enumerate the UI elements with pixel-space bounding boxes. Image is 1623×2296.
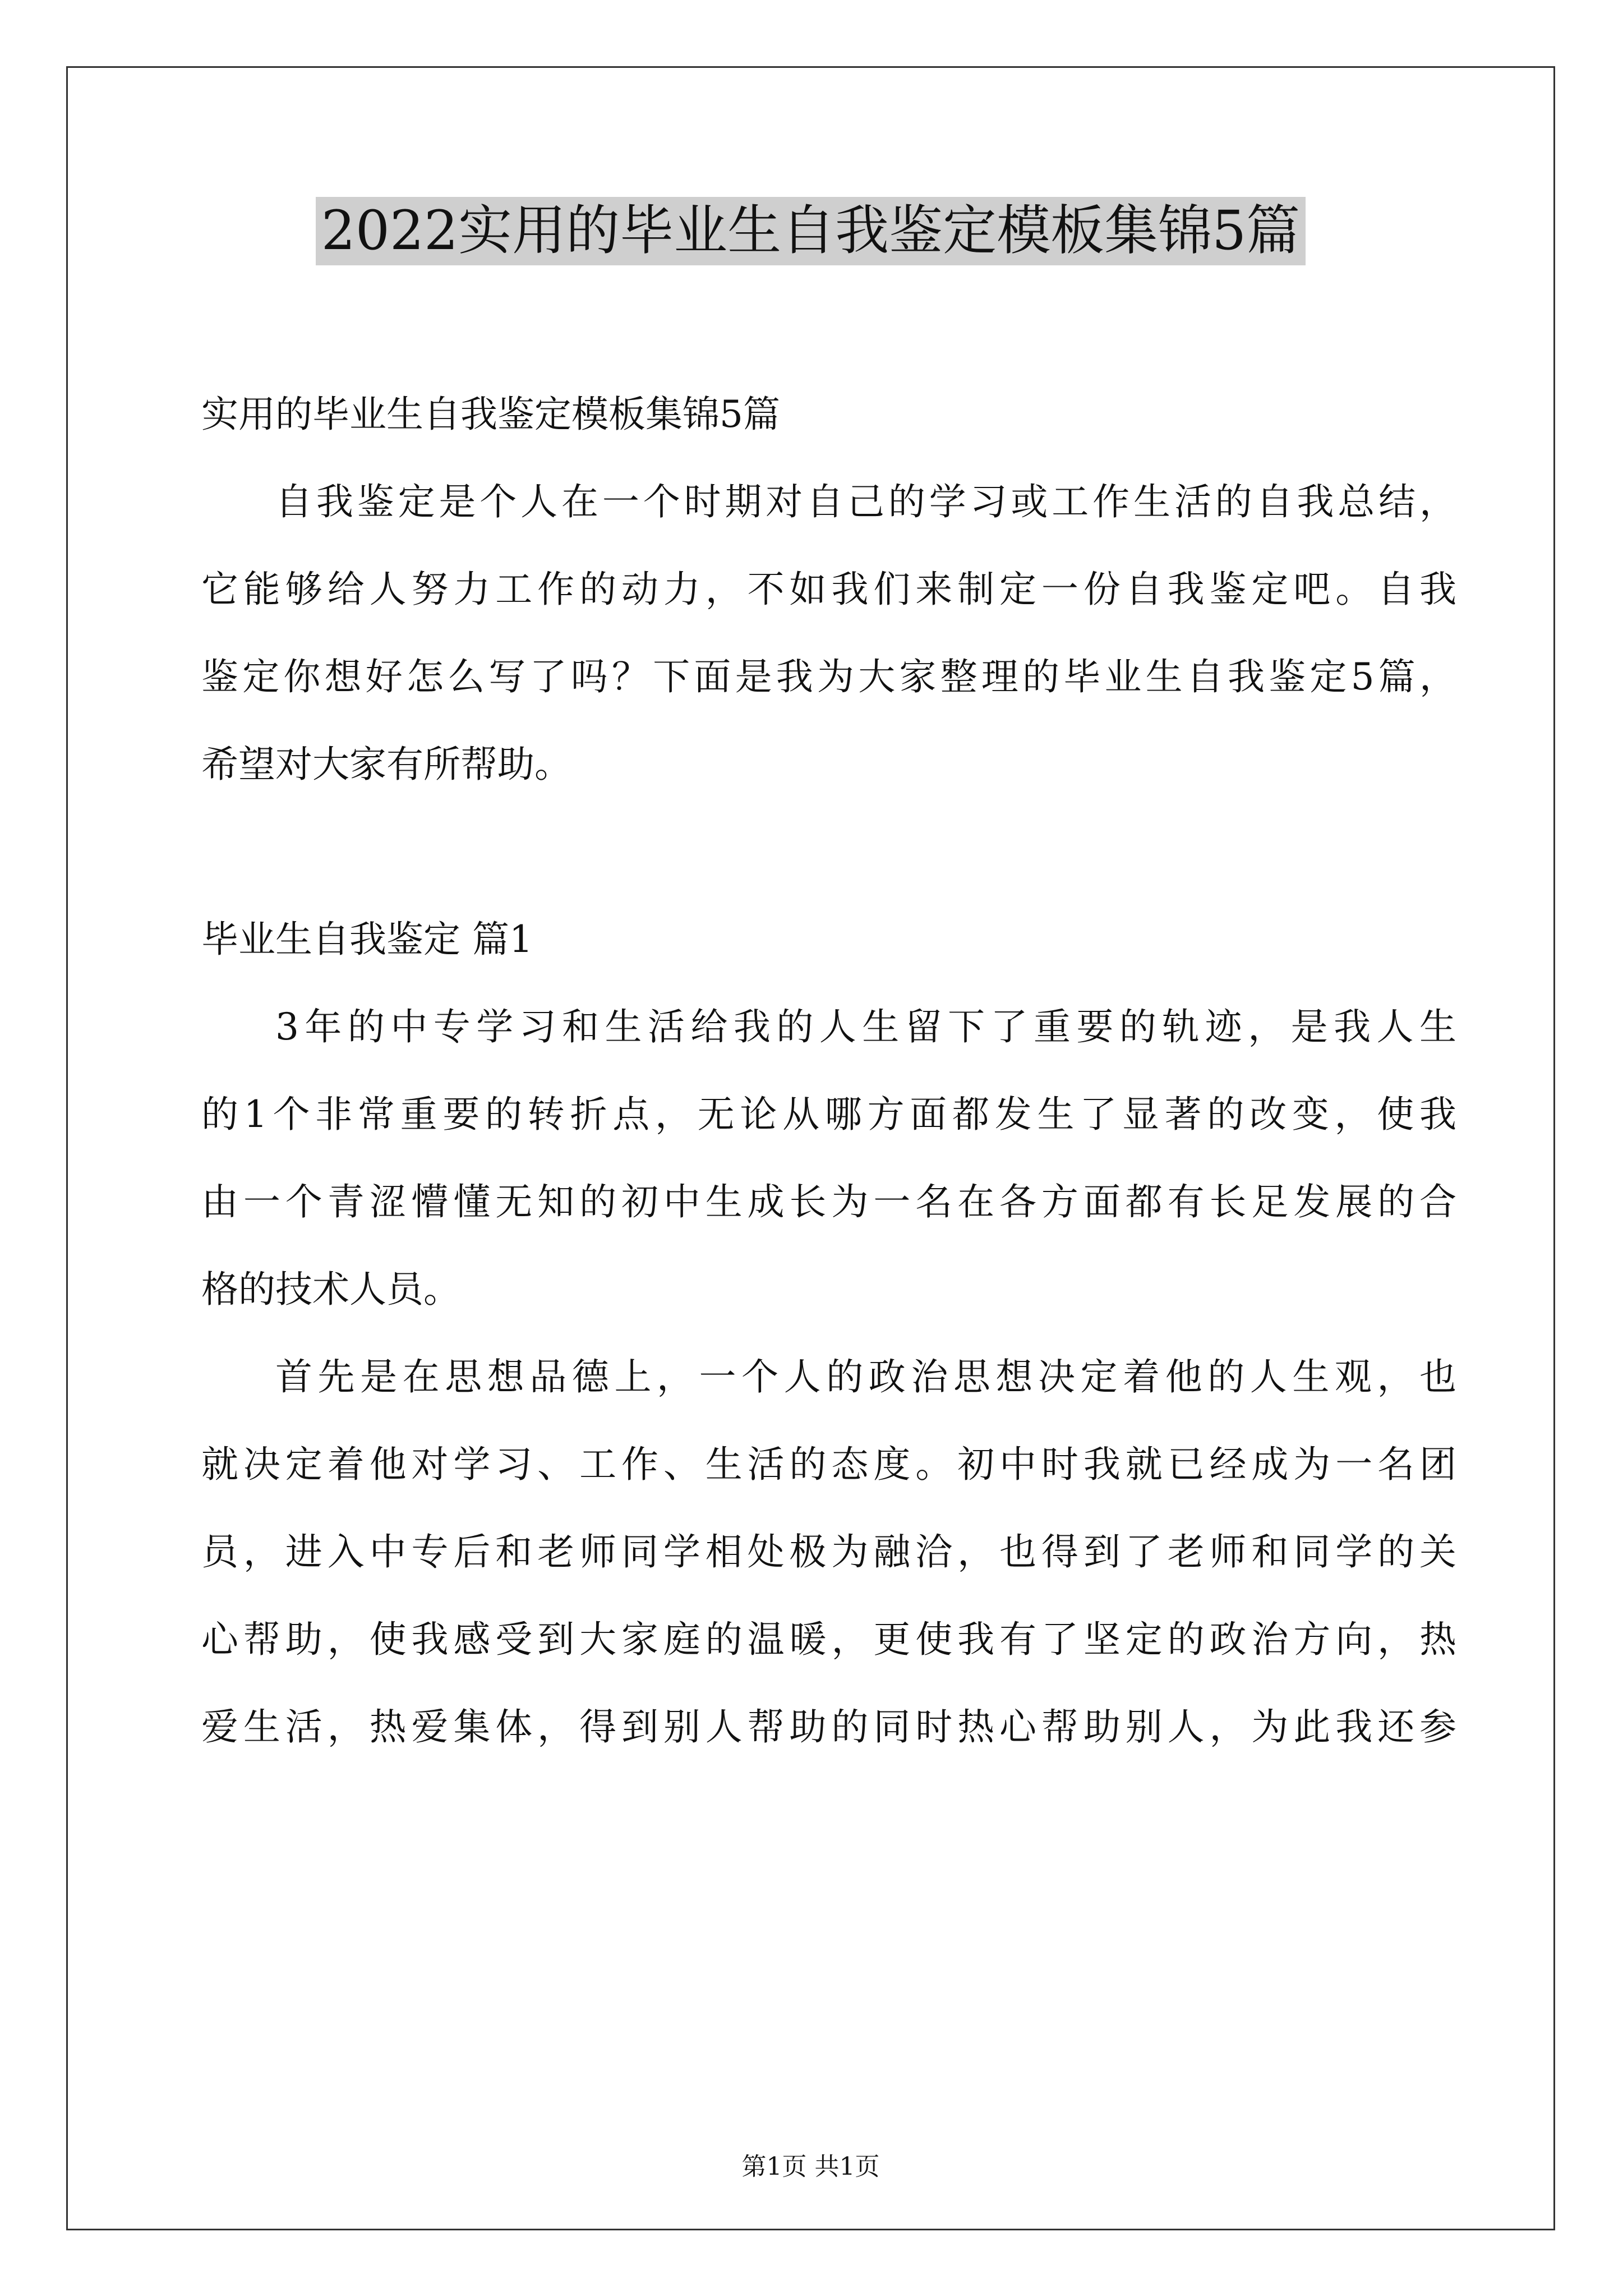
document-page	[66, 66, 1555, 2230]
paragraph-line: 心帮助，使我感受到大家庭的温暖，更使我有了坚定的政治方向，热	[201, 1618, 1456, 1661]
intro-line: 它能够给人努力工作的动力，不如我们来制定一份自我鉴定吧。自我	[201, 568, 1456, 611]
title-container	[68, 197, 1553, 265]
paragraph-line: 爱生活，热爱集体，得到别人帮助的同时热心帮助别人，为此我还参	[201, 1705, 1456, 1749]
section-heading: 毕业生自我鉴定 篇1	[201, 918, 533, 961]
paragraph-line: 由一个青涩懵懂无知的初中生成长为一名在各方面都有长足发展的合	[201, 1180, 1456, 1223]
intro-line: 鉴定你想好怎么写了吗？下面是我为大家整理的毕业生自我鉴定5篇，	[201, 655, 1456, 698]
document-body	[201, 371, 1456, 1771]
paragraph-line: 就决定着他对学习、工作、生活的态度。初中时我就已经成为一名团	[201, 1443, 1456, 1486]
paragraph-line: 格的技术人员。	[201, 1268, 460, 1311]
intro-line: 自我鉴定是个人在一个时期对自己的学习或工作生活的自我总结，	[275, 480, 1456, 523]
intro-line: 希望对大家有所帮助。	[201, 743, 571, 786]
paragraph-gap	[201, 808, 1456, 896]
document-title: 2022实用的毕业生自我鉴定模板集锦5篇	[316, 197, 1306, 265]
paragraph-line: 员，进入中专后和老师同学相处极为融洽，也得到了老师和同学的关	[201, 1530, 1456, 1573]
paragraph-line: 3年的中专学习和生活给我的人生留下了重要的轨迹，是我人生	[275, 1005, 1456, 1048]
paragraph-line: 首先是在思想品德上，一个人的政治思想决定着他的人生观，也	[275, 1355, 1456, 1398]
paragraph-line: 的1个非常重要的转折点，无论从哪方面都发生了显著的改变，使我	[201, 1093, 1456, 1136]
subtitle: 实用的毕业生自我鉴定模板集锦5篇	[201, 393, 780, 436]
page-footer: 第1页 共1页	[741, 2152, 880, 2181]
